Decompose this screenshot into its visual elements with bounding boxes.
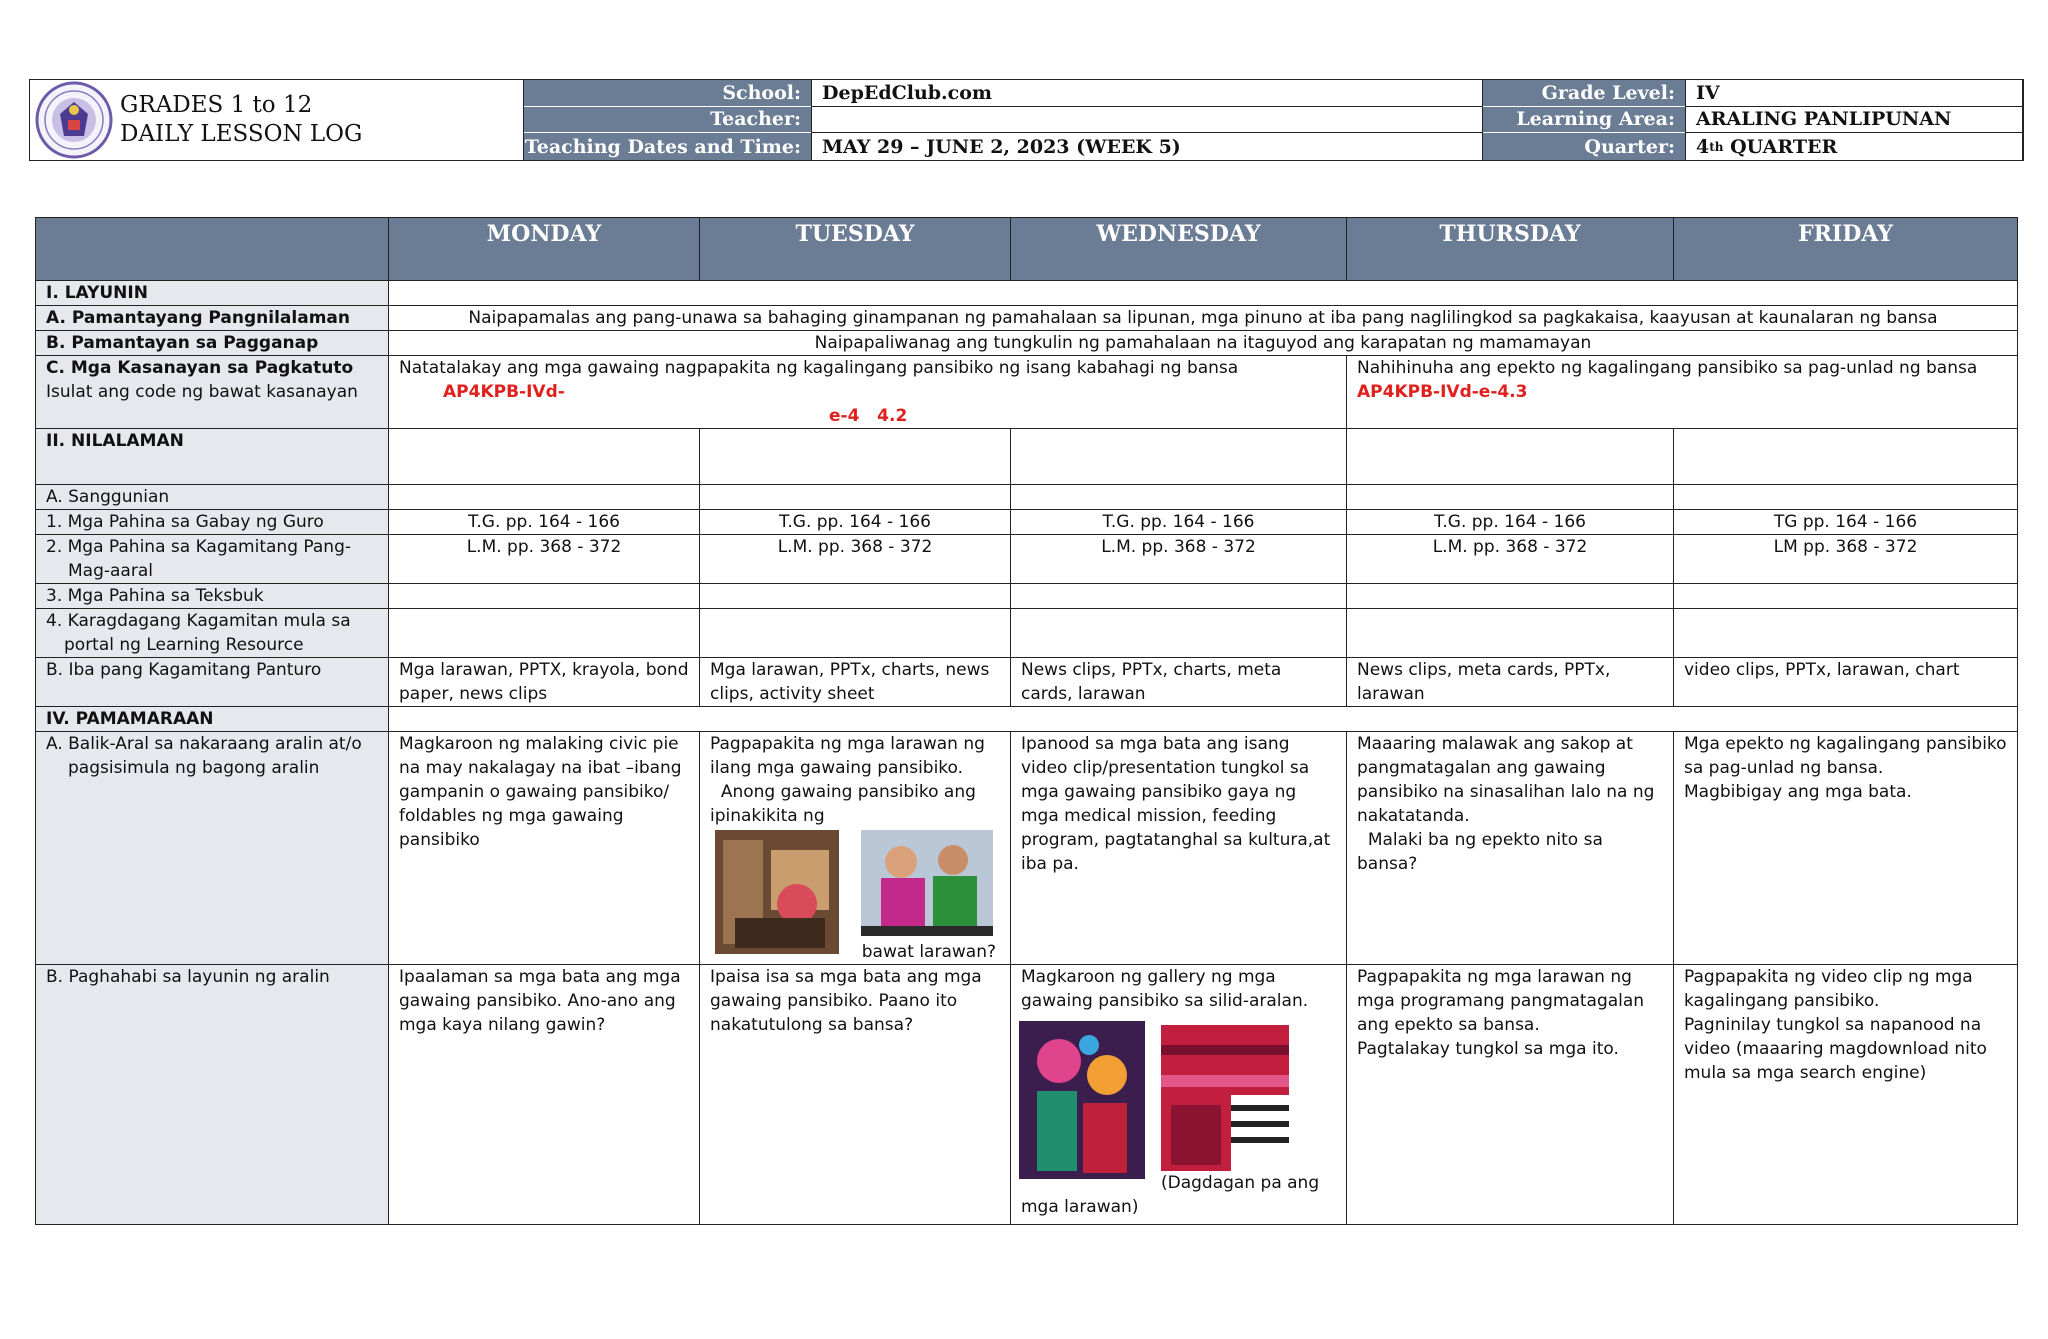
iba-wednesday: News clips, PPTx, charts, meta cards, larawan	[1011, 658, 1347, 707]
balik-tue-photos	[710, 830, 1000, 940]
empty-cell	[700, 485, 1011, 510]
lesson-log-header	[29, 79, 2024, 161]
karagdagan-label-cell	[36, 609, 389, 658]
lesson-log-table	[35, 217, 2018, 1225]
day-friday: FRIDAY	[1674, 218, 2018, 281]
paghahabi-fri-line2: Pagninilay tungkol sa napanood na video (maaaring magdownload nito mula sa mga search engine)	[1684, 1015, 1987, 1083]
teacher-label: Teacher:	[524, 107, 811, 134]
textile-photo-icon	[1161, 1025, 1289, 1171]
empty-cell	[700, 609, 1011, 658]
paghahabi-monday: Ipaalaman sa mga bata ang mga gawaing pansibiko. Ano-ano ang mga kaya nilang gawin?	[389, 965, 700, 1225]
gabay-thursday: T.G. pp. 164 - 166	[1347, 510, 1674, 535]
paghahabi-wed-line1: Magkaroon ng gallery ng mga gawaing pansibiko sa silid-aralan.	[1021, 967, 1309, 1011]
pamantayan-pagganap-value: Naipapaliwanag ang tungkulin ng pamahalaan na itaguyod ang karapatan ng mamamayan	[389, 331, 2018, 356]
empty-cell	[1347, 485, 1674, 510]
cultural-photo-icon	[861, 830, 993, 936]
grade-level-value: IV	[1685, 80, 2023, 107]
quarter-number: 4	[1696, 135, 1710, 158]
paghahabi-thu-line2: Pagtalakay tungkol sa mga ito.	[1357, 1039, 1619, 1059]
kagamitan-monday: L.M. pp. 368 - 372	[389, 535, 700, 584]
header-title-block	[30, 80, 524, 160]
empty-cell	[389, 429, 700, 485]
balik-fri-line2: Magbibigay ang mga bata.	[1684, 782, 1912, 802]
civic-photo-icon	[715, 830, 839, 954]
empty-cell	[1674, 429, 2018, 485]
empty-cell	[389, 584, 700, 609]
kagamitan-label-2: Mag-aaral	[68, 561, 153, 581]
table-row	[36, 510, 2018, 535]
paghahabi-wednesday	[1011, 965, 1347, 1225]
balik-aral-tuesday	[700, 732, 1011, 965]
iba-friday: video clips, PPTx, larawan, chart	[1674, 658, 2018, 707]
empty-cell	[1347, 609, 1674, 658]
sanggunian-label: A. Sanggunian	[36, 485, 389, 510]
balik-aral-thursday	[1347, 732, 1674, 965]
karagdagan-label: 4. Karagdagang Kagamitan mula sa	[46, 611, 351, 631]
day-monday: MONDAY	[389, 218, 700, 281]
empty-cell	[1011, 584, 1347, 609]
balik-aral-label-2: pagsisimula ng bagong aralin	[68, 758, 320, 778]
empty-cell	[1347, 584, 1674, 609]
kasanayan-sublabel: Isulat ang code ng bawat kasanayan	[46, 382, 358, 402]
title-line-1: GRADES 1 to 12	[120, 92, 313, 118]
kasanayan-label-cell	[36, 356, 389, 429]
table-row	[36, 356, 2018, 429]
table-row	[36, 485, 2018, 510]
teaching-dates-value: MAY 29 – JUNE 2, 2023 (WEEK 5)	[811, 133, 1483, 160]
table-row	[36, 584, 2018, 609]
kasanayan-thu-text: Nahihinuha ang epekto ng kagalingang pansibiko sa pag-unlad ng bansa	[1357, 358, 1978, 378]
paghahabi-wed-line2: (Dagdagan pa ang	[1161, 1173, 1320, 1193]
iba-monday: Mga larawan, PPTX, krayola, bond paper, news clips	[389, 658, 700, 707]
quarter-label: Quarter:	[1483, 133, 1685, 160]
empty-cell	[1011, 609, 1347, 658]
balik-aral-label-cell	[36, 732, 389, 965]
table-row	[36, 732, 2018, 965]
pamantayang-pangnilalaman-label: A. Pamantayang Pangnilalaman	[36, 306, 389, 331]
balik-tue-line3: bawat larawan?	[861, 942, 996, 962]
table-row	[36, 707, 2018, 732]
table-row	[36, 331, 2018, 356]
pamantayang-pangnilalaman-value: Naipapamalas ang pang-unawa sa bahaging ginampanan ng pamahalaan sa lipunan, mga pinuno at iba pang naglilingkod sa pagkakaisa, kaayusan at kaunalaran ng bansa	[389, 306, 2018, 331]
teaching-dates-label: Teaching Dates and Time:	[524, 133, 811, 160]
balik-aral-monday: Magkaroon ng malaking civic pie na may nakalagay na ibat –ibang gampanin o gawaing pansibiko/ foldables ng mga gawaing pansibiko	[389, 732, 700, 965]
gabay-label: 1. Mga Pahina sa Gabay ng Guro	[36, 510, 389, 535]
day-header-row	[36, 218, 2018, 281]
empty-cell	[1347, 429, 1674, 485]
kagamitan-label-cell	[36, 535, 389, 584]
empty-cell	[1674, 485, 2018, 510]
table-row	[36, 658, 2018, 707]
day-tuesday: TUESDAY	[700, 218, 1011, 281]
empty-cell	[700, 584, 1011, 609]
kagamitan-tuesday: L.M. pp. 368 - 372	[700, 535, 1011, 584]
title-line-2: DAILY LESSON LOG	[120, 121, 363, 147]
quarter-word: QUARTER	[1723, 135, 1838, 158]
paghahabi-thu-line1: Pagpapakita ng mga larawan ng mga programang pangmatagalan ang epekto sa bansa.	[1357, 967, 1645, 1035]
quarter-suffix: th	[1709, 139, 1724, 154]
table-row	[36, 306, 2018, 331]
day-wednesday: WEDNESDAY	[1011, 218, 1347, 281]
day-thursday: THURSDAY	[1347, 218, 1674, 281]
balik-thu-line1: Maaaring malawak ang sakop at pangmatagalan ang gawaing pansibiko na sinasalihan lalo na ng nakatatanda.	[1357, 734, 1655, 826]
kagamitan-friday: LM pp. 368 - 372	[1674, 535, 2018, 584]
paghahabi-label: B. Paghahabi sa layunin ng aralin	[36, 965, 389, 1225]
table-row	[36, 609, 2018, 658]
karagdagan-label-2: portal ng Learning Resource	[64, 635, 304, 655]
section-layunin: I. LAYUNIN	[36, 281, 389, 306]
empty-cell	[1011, 429, 1347, 485]
paghahabi-wed-photos	[1021, 1021, 1336, 1183]
balik-aral-friday	[1674, 732, 2018, 965]
balik-fri-line1: Mga epekto ng kagalingang pansibiko sa pag-unlad ng bansa.	[1684, 734, 2007, 778]
table-row	[36, 965, 2018, 1225]
paghahabi-fri-line1: Pagpapakita ng video clip ng mga kagalingang pansibiko.	[1684, 967, 1973, 1011]
empty-cell	[389, 281, 2018, 306]
iba-tuesday: Mga larawan, PPTx, charts, news clips, activity sheet	[700, 658, 1011, 707]
empty-cell	[1674, 609, 2018, 658]
teksbuk-label: 3. Mga Pahina sa Teksbuk	[36, 584, 389, 609]
gabay-monday: T.G. pp. 164 - 166	[389, 510, 700, 535]
teacher-value	[811, 107, 1483, 134]
kasanayan-label: C. Mga Kasanayan sa Pagkatuto	[46, 358, 354, 378]
kagamitan-label: 2. Mga Pahina sa Kagamitang Pang-	[46, 537, 351, 557]
paghahabi-tuesday: Ipaisa isa sa mga bata ang mga gawaing pansibiko. Paano ito nakatutulong sa bansa?	[700, 965, 1011, 1225]
quarter-value	[1685, 133, 2023, 160]
grade-level-label: Grade Level:	[1483, 80, 1685, 107]
empty-cell	[389, 485, 700, 510]
iba-thursday: News clips, meta cards, PPTx, larawan	[1347, 658, 1674, 707]
table-row	[36, 429, 2018, 485]
table-row	[36, 281, 2018, 306]
festival-photo-icon	[1019, 1021, 1145, 1179]
empty-cell	[389, 609, 700, 658]
balik-aral-label: A. Balik-Aral sa nakaraang aralin at/o	[46, 734, 362, 754]
table-row	[36, 535, 2018, 584]
empty-cell	[389, 707, 2018, 732]
gabay-tuesday: T.G. pp. 164 - 166	[700, 510, 1011, 535]
balik-tue-line1: Pagpapakita ng mga larawan ng ilang mga gawaing pansibiko.	[710, 734, 985, 778]
paghahabi-friday	[1674, 965, 2018, 1225]
kasanayan-mon-wed	[389, 356, 1347, 429]
kasanayan-thu-fri	[1347, 356, 2018, 429]
section-nilalaman: II. NILALAMAN	[36, 429, 389, 485]
gabay-friday: TG pp. 164 - 166	[1674, 510, 2018, 535]
deped-seal-icon	[34, 80, 114, 160]
kasanayan-mon-code-2: e-4 4.2	[829, 406, 908, 426]
kagamitan-wednesday: L.M. pp. 368 - 372	[1011, 535, 1347, 584]
gabay-wednesday: T.G. pp. 164 - 166	[1011, 510, 1347, 535]
section-pamamaraan: IV. PAMAMARAAN	[36, 707, 389, 732]
paghahabi-thursday	[1347, 965, 1674, 1225]
paghahabi-wed-line3: mga larawan)	[1021, 1197, 1139, 1217]
balik-thu-line2: Malaki ba ng epekto nito sa bansa?	[1357, 830, 1609, 874]
balik-aral-wednesday: Ipanood sa mga bata ang isang video clip/presentation tungkol sa mga gawaing pansibiko gaya ng mga medical mission, feeding program, pagtatanghal sa kultura,at iba pa.	[1011, 732, 1347, 965]
corner-cell	[36, 218, 389, 281]
empty-cell	[1011, 485, 1347, 510]
header-info-grid	[524, 80, 2023, 160]
empty-cell	[700, 429, 1011, 485]
learning-area-value: ARALING PANLIPUNAN	[1685, 107, 2023, 134]
empty-cell	[1674, 584, 2018, 609]
pamantayan-pagganap-label: B. Pamantayan sa Pagganap	[36, 331, 389, 356]
kasanayan-mon-code: AP4KPB-IVd-	[443, 382, 565, 402]
iba-label: B. Iba pang Kagamitang Panturo	[36, 658, 389, 707]
kagamitan-thursday: L.M. pp. 368 - 372	[1347, 535, 1674, 584]
balik-tue-line2: Anong gawaing pansibiko ang ipinakikita ng	[710, 782, 982, 826]
school-label: School:	[524, 80, 811, 107]
kasanayan-thu-code: AP4KPB-IVd-e-4.3	[1357, 382, 1528, 402]
school-value: DepEdClub.com	[811, 80, 1483, 107]
learning-area-label: Learning Area:	[1483, 107, 1685, 134]
kasanayan-mon-text: Natatalakay ang mga gawaing nagpapakita ng kagalingang pansibiko ng isang kabahagi ng bansa	[399, 358, 1239, 378]
